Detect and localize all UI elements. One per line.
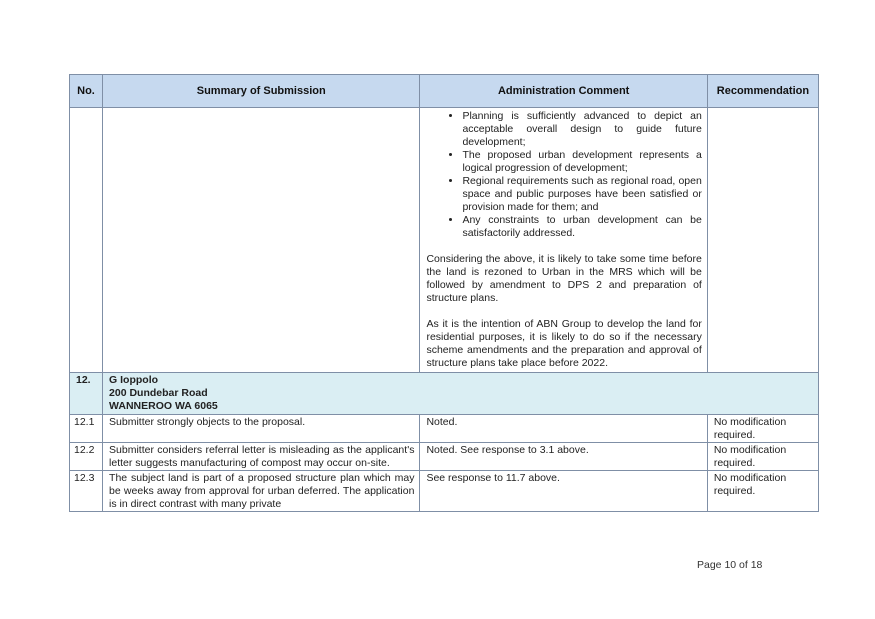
submitter-row: [70, 373, 819, 415]
submitter-number-cell: [70, 373, 103, 415]
header-summary: Summary of Submission: [103, 75, 420, 108]
row-admin-comment: See response to 11.7 above.: [420, 471, 707, 512]
admin-bullet-list: [426, 110, 701, 240]
submitter-address-line-2: WANNEROO WA 6065: [109, 400, 218, 412]
submitter-address-line-1: 200 Dundebar Road: [109, 387, 208, 399]
page-number: Page 10 of 18: [697, 559, 763, 571]
row-recommendation: No modification required.: [707, 471, 818, 512]
continued-admin-cell: [420, 108, 707, 373]
admin-bullet: • Planning is sufficiently advanced to depict an acceptable overall design to guide future development;: [462, 110, 701, 149]
header-admin-comment: Administration Comment: [420, 75, 707, 108]
table-row: [70, 415, 819, 443]
row-number: 12.2: [70, 443, 103, 471]
continued-row: [70, 108, 819, 373]
submitter-name: G Ioppolo: [109, 374, 159, 386]
row-admin-comment: Noted. See response to 3.1 above.: [420, 443, 707, 471]
admin-bullet: • Regional requirements such as regional road, open space and public purposes have been satisfied or provision made for them; and: [462, 175, 701, 214]
row-summary: Submitter strongly objects to the proposal.: [103, 415, 420, 443]
submitter-number: 12.: [76, 374, 91, 386]
admin-bullet: • The proposed urban development represents a logical progression of development;: [462, 149, 701, 175]
row-recommendation: No modification required.: [707, 443, 818, 471]
admin-paragraph-2: As it is the intention of ABN Group to develop the land for residential purposes, it is likely to do so if the necessary scheme amendments and the preparation and approval of structure plans take place before 2022.: [426, 318, 702, 369]
admin-bullet: • Any constraints to urban development can be satisfactorily addressed.: [462, 214, 701, 240]
submitter-details-cell: [103, 373, 819, 415]
row-summary: Submitter considers referral letter is misleading as the applicant's letter suggests manufacturing of compost may occur on-site.: [103, 443, 420, 471]
table-row: [70, 471, 819, 512]
header-recommendation: Recommendation: [707, 75, 818, 108]
row-number: 12.3: [70, 471, 103, 512]
table-row: [70, 443, 819, 471]
submissions-table: [69, 74, 819, 512]
row-number: 12.1: [70, 415, 103, 443]
header-no: No.: [70, 75, 103, 108]
continued-summary-cell: [103, 108, 420, 373]
continued-no-cell: [70, 108, 103, 373]
admin-paragraph-1: Considering the above, it is likely to take some time before the land is rezoned to Urban in the MRS which will be followed by amendment to DPS 2 and preparation of structure plans.: [426, 253, 702, 304]
row-summary: The subject land is part of a proposed structure plan which may be weeks away from approval for urban deferred. The application is in direct contrast with many private: [103, 471, 420, 512]
row-recommendation: No modification required.: [707, 415, 818, 443]
table-header-row: [70, 75, 819, 108]
row-admin-comment: Noted.: [420, 415, 707, 443]
continued-recommendation-cell: [707, 108, 818, 373]
